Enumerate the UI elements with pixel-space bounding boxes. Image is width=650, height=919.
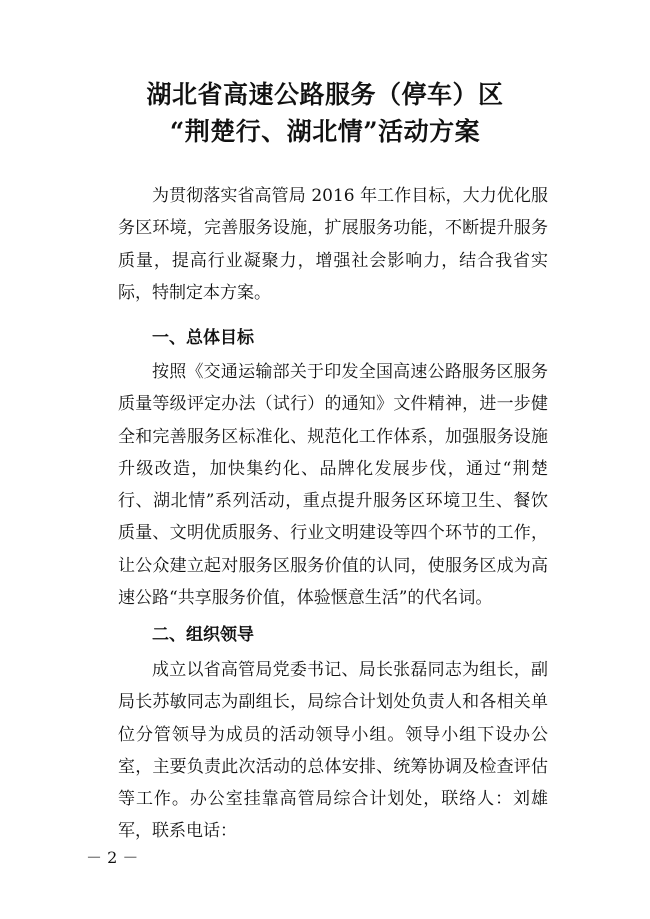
document-title-line-1: 湖北省高速公路服务（停车）区 <box>146 80 504 109</box>
section-1-paragraph: 按照《交通运输部关于印发全国高速公路服务区服务质量等级评定办法（试行）的通知》文件精神，进一步健全和完善服务区标准化、规范化工作体系，加强服务设施升级改造，加快集约化、品牌化发展步伐，通过“荆楚行、湖北情”系列活动，重点提升服务区环境卫生、餐饮质量、文明优质服务、行业文明建设等四个环节的工作，让公众建立起对服务区服务价值的认同，使服务区成为高速公路“共享服务价值，体验惬意生活”的代名词。 <box>118 362 548 609</box>
section-2-paragraph: 成立以省高管局党委书记、局长张磊同志为组长，副局长苏敏同志为副组长，局综合计划处负责人和各相关单位分管领导为成员的活动领导小组。领导小组下设办公室，主要负责此次活动的总体安排、统筹协调及检查评估等工作。办公室挂靠高管局综合计划处，联络人：刘雄军，联系电话： <box>118 660 548 842</box>
document-title-line-2: “荆楚行、湖北情”活动方案 <box>169 117 481 146</box>
section-1-heading: 一、总体目标 <box>152 328 254 348</box>
page-number: － 2 － <box>86 848 139 867</box>
section-2-heading: 二、组织领导 <box>152 625 254 645</box>
intro-paragraph: 为贯彻落实省高管局 2016 年工作目标，大力优化服务区环境，完善服务设施，扩展服务功能，不断提升服务质量，提高行业凝聚力，增强社会影响力，结合我省实际，特制定本方案。 <box>118 186 548 303</box>
